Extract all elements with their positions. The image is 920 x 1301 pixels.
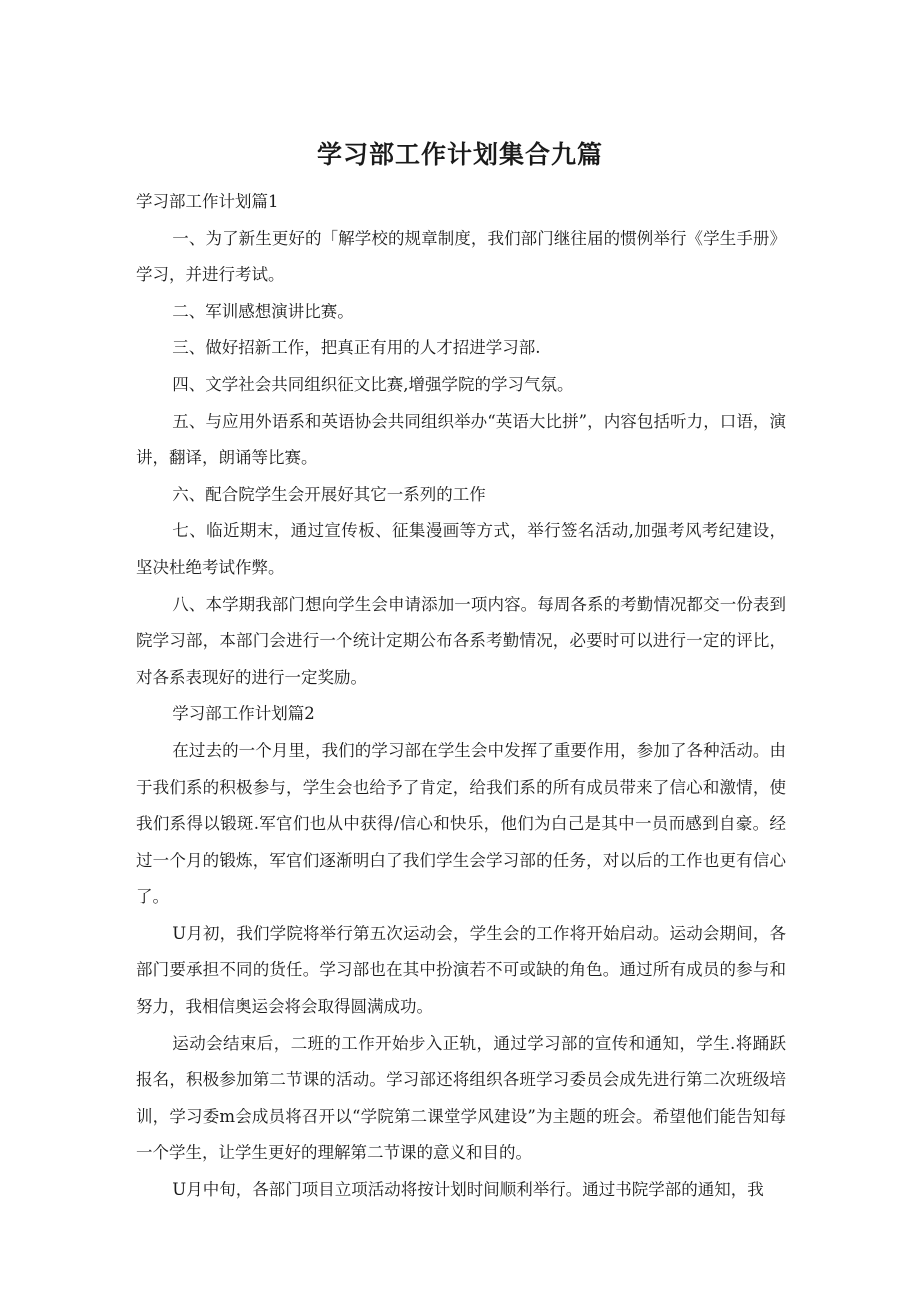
document-body	[136, 184, 786, 1209]
paragraph: 七、临近期末，通过宣传板、征集漫画等方式，举行签名活动,加强考风考纪建设，坚决杜绝考试作弊。	[136, 521, 786, 577]
paragraph: 八、本学期我部门想向学生会申请添加一项内容。每周各系的考勤情况都交一份表到院学习部，本部门会进行一个统计定期公布各系考勤情况，必要时可以进行一定的评比，对各系表现好的进行一定奖励。	[136, 594, 786, 687]
paragraph: 三、做好招新工作，把真正有用的人才招进学习部.	[172, 338, 541, 358]
section-heading-2: 学习部工作计划篇2	[172, 704, 315, 724]
paragraph: 二、军训感想演讲比赛。	[172, 301, 354, 321]
paragraph: 四、文学社会共同组织征文比赛,增强学院的学习气氛。	[172, 374, 574, 394]
section-heading-1: 学习部工作计划篇1	[136, 192, 279, 211]
paragraph: U月中旬，各部门项目立项活动将按计划时间顺利举行。通过书院学部的通知，我	[172, 1180, 764, 1200]
paragraph: 在过去的一个月里，我们的学习部在学生会中发挥了重要作用，参加了各种活动。由于我们系的积极参与，学生会也给予了肯定，给我们系的所有成员带来了信心和激情，使我们系得以锻斑.军官们也从中获得/信心和快乐，他们为白己是其中一员而感到自豪。经过一个月的锻炼，军官们逐渐明白了我们学生会学习部的任务，对以后的工作也更有信心了。	[136, 740, 786, 907]
paragraph: 一、为了新生更好的「解学校的规章制度，我们部门继往届的惯例举行《学生手册》学习，并进行考试。	[136, 228, 786, 285]
paragraph: 运动会结束后，二班的工作开始步入正轨，通过学习部的宣传和通知，学生.将踊跃报名，积极参加第二节课的活动。学习部还将组织各班学习委员会成先进行第二次班级培训，学习委m会成员将召开以“学院第二课堂学风建设”为主题的班会。希望他们能告知每一个学生，让学生更好的理解第二节课的意义和目的。	[136, 1033, 786, 1163]
paragraph: U月初，我们学院将举行第五次运动会，学生会的工作将开始启动。运动会期间，各部门要承担不同的货任。学习部也在其中扮演若不可或缺的角色。通过所有成员的参与和努力，我相信奥运会将会取得圆满成功。	[136, 923, 786, 1017]
paragraph: 六、配合院学生会开展好其它一系列的工作	[172, 484, 486, 504]
document-title: 学习部工作计划集合九篇	[316, 140, 603, 169]
paragraph: 五、与应用外语系和英语协会共同组织举办“英语大比拼”，内容包括听力，口语，演讲，翻译，朗诵等比赛。	[136, 411, 786, 468]
